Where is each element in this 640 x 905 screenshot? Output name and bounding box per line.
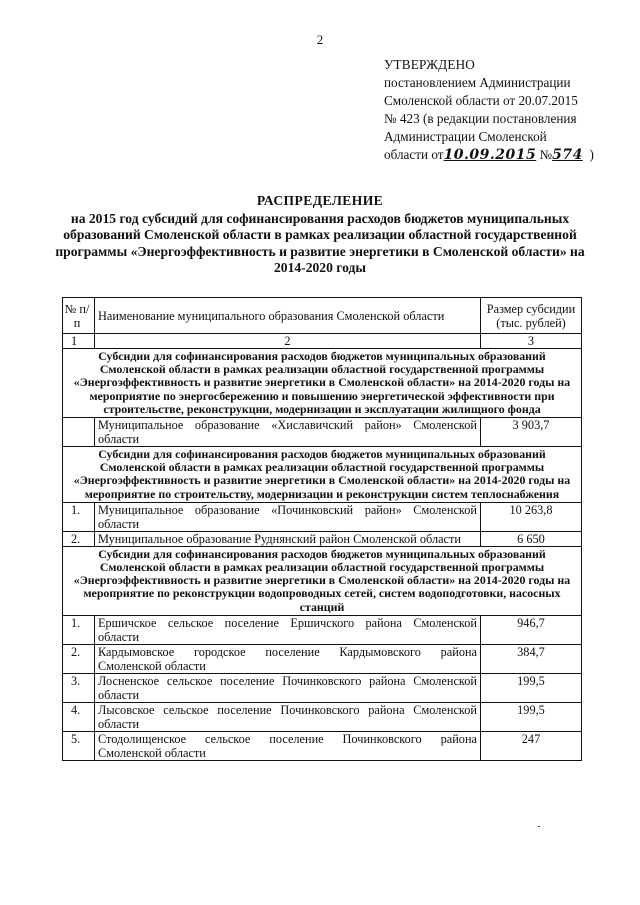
approval-stamp [384, 56, 630, 164]
section-title: Субсидии для софинансирования расходов бюджетов муниципальных образований Смоленской области в рамках реализации областной государственной программы «Энергоэффективность и развитие энергетики в Смоленской области» на 2014-2020 годы на мероприятие по энергосбережению и повышению энергетической эффективности при строительстве, реконструкции, модернизации и эксплуатации жилищного фонда [63, 349, 582, 418]
title-main: РАСПРЕДЕЛЕНИЕ [256, 193, 384, 208]
document-title [50, 193, 590, 277]
subsidy-table [62, 297, 582, 761]
row-name: Лосненское сельское поселение Починковского района Смоленской области [95, 673, 481, 702]
row-amount: 3 903,7 [481, 418, 582, 447]
row-num: 5. [63, 731, 95, 760]
table-row [63, 702, 582, 731]
table-header-row [63, 298, 582, 334]
row-name: Лысовское сельское поселение Починковского района Смоленской области [95, 702, 481, 731]
approval-line-2: Смоленской области от 20.07.2015 [384, 93, 578, 108]
section-header-row [63, 447, 582, 503]
table-row [63, 615, 582, 644]
row-name: Муниципальное образование Руднянский район Смоленской области [95, 531, 481, 546]
section-title: Субсидии для софинансирования расходов бюджетов муниципальных образований Смоленской области в рамках реализации областной государственной программы «Энергоэффективность и развитие энергетики в Смоленской области» на 2014-2020 годы на мероприятие по строительству, модернизации и реконструкции систем теплоснабжения [63, 447, 582, 503]
row-num: 3. [63, 673, 95, 702]
approval-line-4: Администрации Смоленской [384, 129, 547, 144]
index-cell: 1 [63, 334, 95, 349]
section-header-row [63, 546, 582, 615]
row-name: Кардымовское городское поселение Кардымовского района Смоленской области [95, 644, 481, 673]
row-num [63, 418, 95, 447]
row-name: Ершичское сельское поселение Ершичского района Смоленской области [95, 615, 481, 644]
scan-speck [538, 826, 540, 827]
approval-line-1: постановлением Администрации [384, 75, 571, 90]
row-amount: 199,5 [481, 702, 582, 731]
row-amount: 6 650 [481, 531, 582, 546]
row-amount: 247 [481, 731, 582, 760]
row-amount: 946,7 [481, 615, 582, 644]
row-num: 2. [63, 644, 95, 673]
handwritten-date: 10.09.2015 [443, 147, 537, 163]
row-amount: 199,5 [481, 673, 582, 702]
approval-line-5 [384, 146, 630, 164]
table-row [63, 731, 582, 760]
row-num: 1. [63, 615, 95, 644]
section-title: Субсидии для софинансирования расходов бюджетов муниципальных образований Смоленской области в рамках реализации областной государственной программы «Энергоэффективность и развитие энергетики в Смоленской области» на 2014-2020 годы на мероприятие по реконструкции водопроводных сетей, систем водоподготовки, насосных станций [63, 546, 582, 615]
handwritten-number: 574 [552, 147, 583, 163]
row-num: 1. [63, 502, 95, 531]
row-amount: 384,7 [481, 644, 582, 673]
header-name: Наименование муниципального образования Смоленской области [95, 298, 481, 334]
approval-close-paren: ) [589, 147, 594, 162]
table-row [63, 673, 582, 702]
row-name: Муниципальное образование «Хиславичский район» Смоленской области [95, 418, 481, 447]
section-header-row [63, 349, 582, 418]
approval-line-3: № 423 (в редакции постановления [384, 111, 577, 126]
header-num: № п/п [63, 298, 95, 334]
table-row [63, 644, 582, 673]
title-subtitle: на 2015 год субсидий для софинансирования расходов бюджетов муниципальных образований Смоленской области в рамках реализации областной государственной программы «Энергоэффективность и развитие энергетики в Смоленской области» на 2014-2020 годы [55, 210, 585, 275]
table-row [63, 502, 582, 531]
page-number: 2 [316, 32, 324, 47]
row-amount: 10 263,8 [481, 502, 582, 531]
approval-date-prefix: области от [384, 147, 444, 162]
row-num: 4. [63, 702, 95, 731]
index-cell: 2 [95, 334, 481, 349]
row-num: 2. [63, 531, 95, 546]
table-row [63, 531, 582, 546]
table-index-row [63, 334, 582, 349]
approval-number-sign: № [539, 147, 553, 162]
row-name: Муниципальное образование «Починковский район» Смоленской области [95, 502, 481, 531]
table-row [63, 418, 582, 447]
header-amount: Размер субсидии (тыс. рублей) [481, 298, 582, 334]
approval-heading: УТВЕРЖДЕНО [384, 57, 476, 72]
index-cell: 3 [481, 334, 582, 349]
row-name: Стодолищенское сельское поселение Починковского района Смоленской области [95, 731, 481, 760]
